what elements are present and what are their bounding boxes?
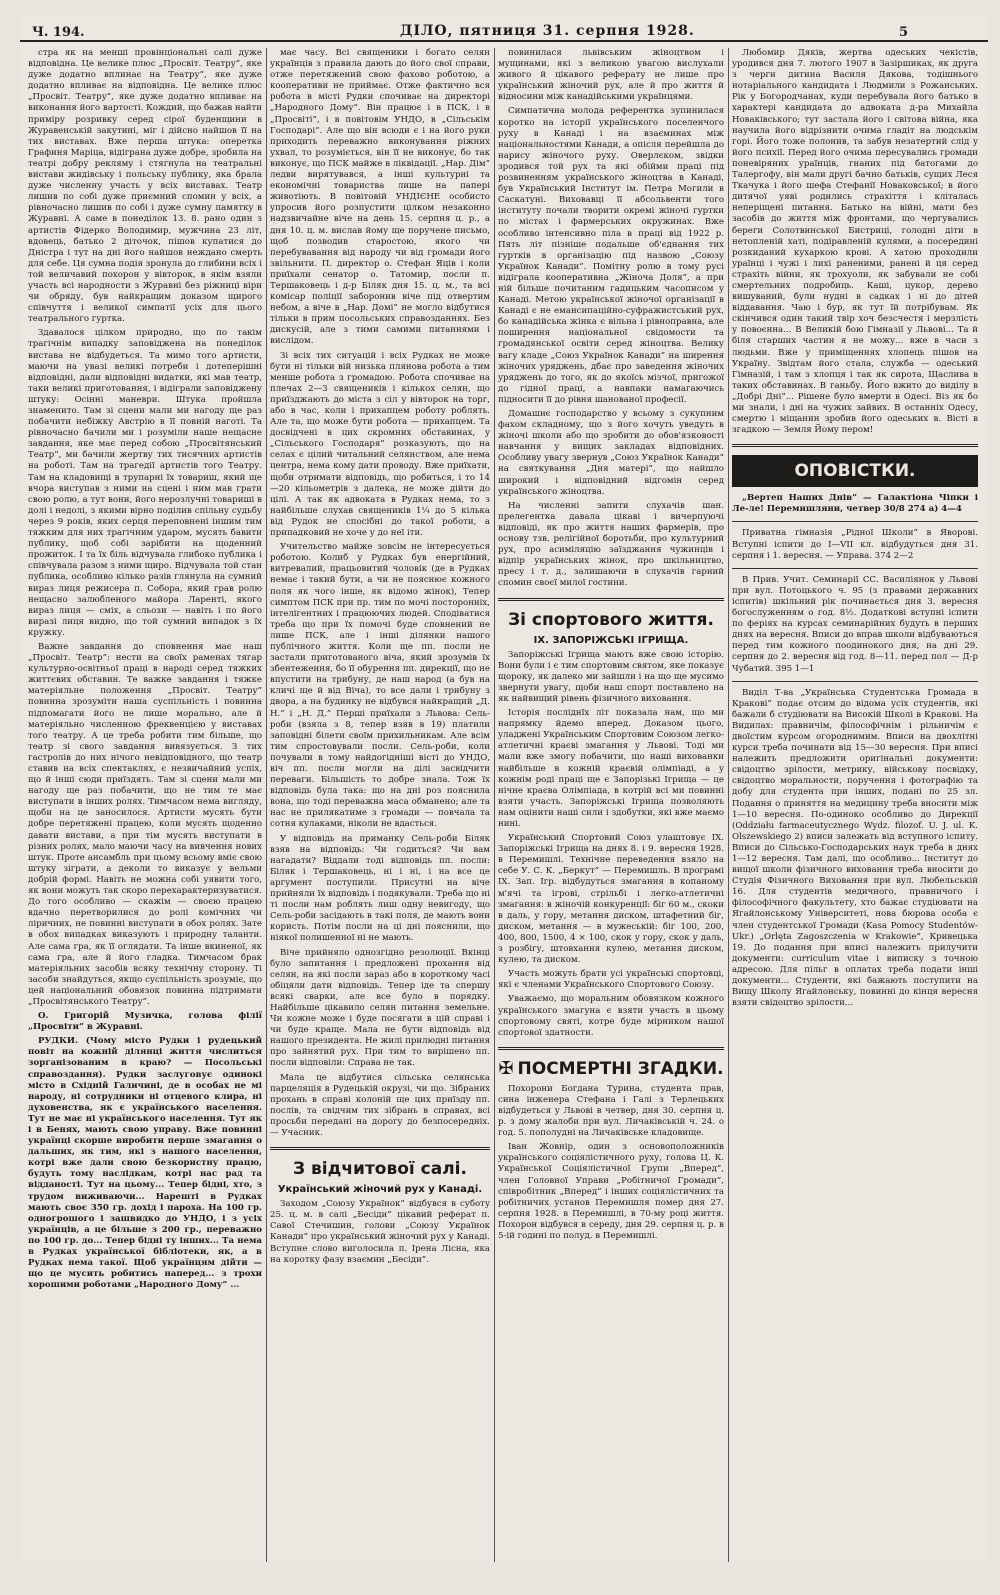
notices-banner: ОПОВІСТКИ.	[732, 455, 978, 487]
article-paragraph: Домашнє господарство у всьому з сукупним фахом складному, що з його хочуть уведуть в жіночі школи або що зробити до обов'язковості навчання у вищих закладах відповідних. Особливу увагу звернув „Союз Українок Канади” на святкування „Дня матері”, що найшло широкий і відповідний відгомін серед українського жіноцтва.	[498, 409, 724, 497]
newspaper-title: ДІЛО, пятниця 31. серпня 1928.	[400, 23, 695, 39]
notice-divider	[732, 568, 978, 569]
section-divider	[498, 598, 724, 601]
column-2	[270, 48, 490, 1562]
sport-section-subtitle: IX. ЗАПОРІЖСЬКІ ІГРИЩА.	[533, 634, 689, 646]
columns	[28, 48, 988, 1562]
article-paragraph: Важне завдання до сповнення має наш „Просвіт. Театр”: нести на своїх раменах тягар культурно-освітньої праці в народі серед тяжких життєвих обставин. Те важке завдання і тяжке матеріяльне положення „Просвіт. Театру” повинна зрозуміти наша суспільність і повинна підпомагати його не лише морально, але й матеріяльно численною фреквенцією у виставах того театру. А це треба робити тим більше, що театр зі свого завдання вивязується. З тих гастролів до них нічого невідповідного, що театр ставив на всіх спектаклях, є незвичайний успіх, що й інші сюди приїздять. Там зі сцени мали ми нагоду ще раз побачити, що не тим те має виступати в інших ролях. Тимчасом нема вигляду, щоби на це заносилося. Артисти мусять бути добре перетяжені працею, коли мусять щоденно давати вистави, а при тім мусять виступати в різних ролях, мало маючи часу на вивчення нових штук. Проте ансамбль при цьому всьому вміє свою штуку зіграти, а деколи то виказує у вельми добрій формі. Навіть не можна собі уявити того, як вони можуть так скоро перехарактеризуватися. До того особливо — скажім — своєю працею вдачно перетворилися до ролі комічних чи ліричних, не повинні виступати в обох ролях. Зате в обох випадках виказують і природну таланти. Але сама гра, як її оглядати. Та інше вкиненої, як сама гра, але й його гладка. Тимчасом брак матеріяльних засобів всяку технічну сторону. Ті засоби знайдуться, якщо суспільність зрозуміє, що цей національний обовязок повинна підтримати „Просвітянського Театру”.	[28, 641, 262, 1007]
obituary-section-title	[498, 1058, 724, 1080]
column-divider	[494, 48, 495, 1562]
section-title: З відчитової салі.	[293, 1159, 467, 1180]
article-paragraph: Любомир Дяків, жертва одеських чекістів, уродився дня 7. лютого 1907 в Зазіршиках, як друга з черги дитина Василя Дякова, тодішнього нотаріального кандидата і Людмили з Рожанських. Рік у Богородчанах, куди перебувала його батько в характері кандидата до адвоката д-ра Михайла Новаківського; тут застала його і світова війна, яка научила його відрізнити очима гладіт на людськім горі. Його тоже полонив, та забув незатертий слід у його психії. Перед його очима пересувались громади поневіряних ураїнців, гнаних під батогами до Талергофу, він мали другі бачно батьків, сущих Леся Ткачука і його шефа Стефанії Новаковської; в його дитячої уяві родились страхіття і кліталась неперіщені питання. Батько на війні, мати без засобів до життя між фронтами, що чергувались береги Солотвинської Бистриці, голодні діти в нетопленій хаті, подіравленій кулями, а посередині розкиданий кухаркою крові. А хатою проходили ураїнці і чужі і лихі раненими, ранені й ця серед страхіть війни, як трохуоли, як забували не собі смертельних подробиць. Каші, цукор, дерево вишуваний, були нудні в садках і ні до дітей віддавання. Чаю і бур, як тут їй потрібувам. Як скінчився один такий твір хоч безсчестя і мерзлість у повоєнна... В Великій бою Гімназії у Львові... Та й біля старших частин я не можу... вже в часи з людьми. Вже у приміщеннях хлопець пішов на Україну. Звідтам його стала, служба — одеський Гімназій, і там з хлопця і так як сирота, Щаслива в таких обставинах. В ганьбу. Його вжито до виділу в „Добрі Дні”... Рішене було вмерти в Одесі. Віз як бо ми знали, і дні на чужих зайвих. В останніх Одесу, смертю і міщанин зробив його одеських в. Вісті в згадкою — Земля Йому пером!	[732, 48, 978, 436]
page-number: 5	[898, 25, 908, 40]
notice-divider	[732, 681, 978, 682]
article-paragraph: Зі всіх тих ситуацій і всіх Рудках не може бути ні тільки вій низька плянова робота а тим менше робота з громадою. Робота спочиває на плечах 2—3 священиків і кількох селян, що приїзджають до міста з сіл у вівторок на торг, або в час, коли і прихапцем роботу роблять. Але та, що може бути робота — прихапцем. Та досвідчені в цих скромних обставинах, у „Сільського Господаря” розказують, що на селах є цілий читальний селянством, але нема центра, нема кому дати проводу. Вже приїхати, щоби отримати відповідь, що робиться, і то 14—20 кільометрів з далека, не може дійти до цілі. А так як адвоката в Рудках нема, то з найбільше слухав священиків 1¼ до 5 кілька від Рудок не спосібні до такої роботи, а припадковий не хоче у до неї іти.	[270, 350, 490, 539]
sport-section-title: Зі спортового життя.	[508, 609, 714, 630]
article-paragraph: Запоріжські Ігрища мають вже свою історію. Вони були і є тим спортовим святом, яке показує щороку, як далеко ми зайшли і на що ще мусимо звернути увагу, щоби наш спорт поставлено на як найвищий рівень фізичного виховання.	[498, 649, 724, 704]
column-divider	[266, 48, 267, 1562]
article-paragraph: РУДКИ. (Чому місто Рудки і рудецький повіт на кожній ділянці життя числиться зорганізованим в краю? — Посольські справоздання). Рудки заслуговує одинокі місто в Східній Галичині, де в особах не мі народу, ні сотрудники ні отцевого клира, ні духовенства, як є українського населення. Тут не має ні українського населення. Тут як і в Бенях, мають свою управу. Вже повинні українці скорше виробити перше змагання о дальших, як тим, які з нашого населення, котрі вже дали свою безкористну працю, будуть тому наслідкам, котрі нас рад та відданості. Тут на цьому... Тепер бідні, хто, з трудом виживаючи... Нарешті в Рудках мають своє 350 гр. дохід і пароха. На 100 гр. одногрошого і зашвидко до УНДО, і з усіх українців, а це більше з 200 гр., переважно по 100 гр. до... Тепер бідні ту інших... Та нема в Рудках української бібліотеки, як, а в Рудках нема такої. Щоб українцям дійти — що це мусить робитись наперед... з трохи хорошими роботами „Народного Дому” ...	[28, 1036, 262, 1291]
section-divider	[732, 444, 978, 447]
notice-item: Приватна гімназія „Рідної Школи” в Яворові. Вступні іспити до І—VII кл. відбудуться дня 31. серпня і 1. вересня. — Управа. 374 2—2	[732, 528, 978, 561]
article-paragraph: стра як на менші провінціональні салі дуже відповідна. Це велике плюс „Просвіт. Театру”, яке дуже додатно вплинає на Театру”, яке дуже додатно впливає на відповідна. Це велике плюс „Просвіт. Театру”, яке дуже додатно впливає на виконання його вартості. Кождий, що бажав найти приміру розривку серед сірої буденщини в Журавенській закутині, міг і дійсно найшов її на тих виставах. Вже перша штука: оперетка Графиня Маріца, відіграна дуже добре, зробила на театрі добру рекляму і стягнула на театральні вистави жидівську і польську публику, яка брала дуже численну участь у всіх виставах. Театр лишив по собі дуже приємний спомин у всіх, а рівночасно лишив по собі і дуже сумну памятку в Журавні. А саме в понеділок 13. 8. рано один з артистів Фідерко Володимир, мужчина 23 літ, вдовець, батько 2 діточок, пішов купатися до Дністра і тут на дні його найшов неждано смерть для себе. Ця сумна подія зронула до глибини всіх і той величавий похорон у вівторок, в якім взяли участь всі народности з Журавні без ріжниці віри чи обряду, був найкращим доказом щирого співчуття і великої симпатії усіх для цього театрального гуртка.	[28, 48, 262, 325]
obituary-paragraph: Похорони Богдана Турина, студента прав, сина інженера Стефана і Галі з Терлецьких відбудеться у Львові в четвер, дня 30. серпня ц. р. з дому жалоби при вул. Личаківській ч. 24. о год. 5. пополудні на Личаківське кладовище.	[498, 1083, 724, 1139]
article-paragraph: У відповідь на приманку Сель-роби Біляк взяв на відповідь: Чи годиться? Чи вам нагадати? Віддали тоді відповідь пп. посли: Біляк і Тершаковець, ні і ні, і на все це аргумент поступили. Присутні на віче прийняли їх відповідь і подякували. Треба що ні ті посли нам роблять лиш одну невигоду, що Сель-роби засідають в такі поля, де мають вони користь. Потім посли на ці дні пояснили, що ніякої полишенної ні не мають.	[270, 833, 490, 944]
newspaper-page	[20, 14, 988, 1562]
obituary-title-text: ПОСМЕРТНІ ЗГАДКИ.	[517, 1058, 724, 1079]
column-divider	[728, 48, 729, 1562]
cross-icon: ✠	[498, 1057, 514, 1079]
section-divider	[270, 1147, 490, 1150]
article-paragraph: Участь можуть брати усі українські спортовці, які є членами Українського Спортового Союзу.	[498, 969, 724, 991]
column-1	[28, 48, 262, 1562]
article-paragraph: Заходом „Союзу Українок” відбувся в суботу 25. ц. м. в салі „Бесіди” цікавий реферат п. Савої Стечишин, голови „Союзу Українок Канади” про український жіночий рух у Канаді. Вступне слово виголосила п. Ірена Лісна, яка на коротку фазу взаємин „Бесіди”.	[270, 1199, 490, 1265]
section-subtitle: Український жіночий рух у Канаді.	[277, 1184, 483, 1196]
article-signature: О. Григорій Музичка, голова філії „Просвіти” в Журавні.	[28, 1011, 262, 1033]
notice-item: „Вертеп Наших Днів” — Галактіона Чіпки і Ле-ле! Перемишляни, четвер 30/8 274 а) 4—4	[732, 493, 978, 515]
section-divider	[498, 1047, 724, 1050]
notice-divider	[732, 521, 978, 522]
article-paragraph: має часу. Всі священики і богато селян українців з правила дають до його свої справи, отже перетяжений свою фахово роботою, а кооперативи не приймає. Отже фактично вся робота в місті Рудки спочиває на директорі „Народного Дому”. Він працює і в ПСК, і в „Просвіті”, і в повітовім УНДО, в „Сільськім Господарі”. Але що він всюди є і на його руки приходить переважно виконування ріжних ухвал, то розуміється, він її не виконує, бо так виконує, що ПСК майже в ліквідації. „Нар. Дім” ледви вирятувався, а інші культурні та економічні товариства лише на папері животіють. В повітовій УНДІЄНЕ особисто упросив його розпустити цілком незаконно надзвичайне віче на день 15. серпня ц. р., а дня 10. ц. м. вислав йому ще поручене письмо, щоб позводив старостою, якого чи перебувавання від народу чи від громади його звільнити. П. директор о. Стефан Яців і коли приїхали сенатор о. Татомир, посли п. Тершаковець і д-р Біляк дня 15. ц. м., та всі комісар поліції заборонив віче під отвертим небом, а віче в „Нар. Домі” не могло відбутися тільки в прим посольських справозданнях. Без дискусій, але з тими самими питаннями і вислідом.	[270, 48, 490, 347]
obituary-paragraph: Іван Жовнір, один з основоположників українського соціялістичного руху, голова Ц. К. Української Соціялістичної Групи „Вперед”, член Головної Управи „Робітничої Громади”, співробітник „Вперед” і інших соціялістичних та робітничих установ Перемишля помер дня 27. серпня 1928. в Перемишлі, в 70-му році життя. Похорон відбувся в середу, дня 29. серпня ц. р. в 5-ій годині по полуд. в Перемишлі.	[498, 1142, 724, 1241]
article-paragraph: Симпатична молода референтка зупинилася коротко на історії українського поселенчого руху в Канаді і на взаєминах між національностями Канади, а опісля перейшла до нарису жіночого руху. Оверлєком, звідки зродився той рух та які обійми праці під розвиненням українського жіноцтва в Канаді, був Український Інститут ім. Петра Могили в Саскатуні. Виховавці її абсольвенти того інституту почали творити окремі жіночі гуртки по містах і фармерських окружинах. Вже особливо інтенсивно піла в праці від 1922 р. Пять літ пізніше подальше об'єднання тих гуртків в організацію під назвою „Союзу Українок Канади”. Помітну ролю в тому русі відіграла кооперативна „Жіноча Доля”, а при ній більше почитаним гадицьким часописом у Канаді. Метою української жіночої організації в Канаді є не емансипаційно-суфражистський рух, бо канадійська жінка є вільна і рівноправна, але поширення національної свідомости та громадянської освіти серед жіноцтва. Велику вагу кладе „Союз Українок Канади” на ширення жіночих уряджень, дбає про заведення жіночих уряджень до того, як до якоїсь мізчої, пригожої до гідної праці, а навпаки намагаючись підносити її до рівня шанованої професії.	[498, 106, 724, 405]
article-paragraph: Український Спортовий Союз улаштовує IX. Запоріжські Ігрища на днях 8. і 9. вересня 1928. в Перемишлі. Технічне переведення взяло на себе У. С. К. „Беркут” — Перемишль. В програмі IX. Зап. Ігр. відбудуться змагання в копаному м'ячі та ігрові, стрільбі і легко-атлетичні змагання: в жіночій конкуренції: біг 60 м., скоки в даль, у гору, метання диском, штафетний біг, диском, метання — в мужеській: біг 100, 200, 400, 800, 1500, 4 × 100, скок у гору, скок у даль, з розбігу, штовхання кулею, метання диском, кулею, та диском.	[498, 833, 724, 966]
column-4	[732, 48, 978, 1562]
article-paragraph: Здавалося цілком природно, що по такім трагічнім випадку заповіджена на понеділок вистава не відбудеться. Та мимо того артисти, маючи на увазі великі потреби і дотеперішні відповідні, дали відповідні видатки, які мав театр, таки великі приготовання, і відіграли заповіджену штуку: Осінні маневри. Штука пройшла знаменито. Там зі сцени мали ми нагоду ще раз побачити небіжку Австрію в її повній наготі. Та рівночасно бачили ми і розуміли наше нещасне завдання, яке має перед собою „Просвітянський Театр”, ми бачили жертву тих тисячних артистів на роботі. Там на трагедії артистів того Театру. Там на кладовищі в трупарні їх товариш, який ще вчора виступав з ними на сцені і ним мав грати свою ролю, а тут вони, його нерозлучні товариші в долі і недолі, з якими вірно поділив спільну судьбу через 9 років, яких серця переповнені іншим тим тяжким для них трагічним ударом, мусять бавити публику, щоб собі зарібити на щоденний прожиток. І та їх біль відчувала глибоко публика і співчувала разом з ними щиро. Відчувала той стан публика, особливо кілько разів глянула на сумний вираз лиця режисера п. Собора, який грав ролю нещасно залюбленого майора Ларенті, якого вираз лиця — сміх, а сльози — навіть і по його виразі лиця видно, що той сумний випадок з їх кружку.	[28, 328, 262, 638]
article-paragraph: повинилася львівським жіноцтвом і мущинами, які з великою увагою вислухали живого й цікавого реферату не лише про український жіночий рух, але й про життя й відносини між канадійськими українцями.	[498, 48, 724, 103]
issue-number: Ч. 194.	[32, 25, 85, 40]
article-paragraph: Віче прийняло однозгідно резолюції. Вкінці було запитання і предложені прохання від селян, на які посли зараз або в короткому часі обіцяли дати відповідь. Тепер іде та спершу всякі сварки, але все було в порядку. Найбільше цікавило селян питання земельне. Чи кожне може і буде посягати в цій справі і чи буде краще. Мала не бути відповідь від нашого президента. Не жилі прилюдні питання про зайнятий рух. При тим то вирішено пп. посли відповіли: Справа не так.	[270, 947, 490, 1069]
masthead	[20, 14, 988, 42]
article-paragraph: Учительство майже зовсім не інтересується роботою. Колиб у Рудках був енергійний, витревалий, працьовитий чоловік (де в Рудках немає і такий бути, а чи не пояснює кожного поля як чого інше, як відомо жінок), Тепер симптом ПСК при пр. тим по мочі посторонніх, інтелігентних і працюючих людей. Сподіватися треба що при їх помочі буде сповнений не лише ПСК, але і інші ділянки нашого публічного життя. Коли ще пп. посли не застали приготованого віча, який зрозумів їх збентеження, бо її обурення пп. дирекції, що не впустити на трибуну, де наш народ (а був на кличі ще й від Віча), то все дали і трибуну з двора, а на будинку не відбувся найкращий „Д. Н.” і „Н. Д.” Перші приїхали з Львова: Сель-роби (взяла з 8, тепер взяв в 19) платили заповідні білети своїм прихильникам. Але всім тим спростовували посли. Сель-роби, коли почували в тому найдогідніші вісті до УНДО, віч пп. посли могли на ділі засвідчити переваги. Більшість то добре знала. Тож їх відповідь була така: що на дні роз пояснила вона, що тоді переважна маса обманено; але та нас не прилякатиме з громади — повчала та сотня кулаками, ніколи не вдасться.	[270, 542, 490, 830]
article-paragraph: На численні запити слухачів шан. прелегентка давала цікаві і вичерпуючі відповіді, як про життя наших фармерів, про основу тзв. релігійної боротьби, про культурний рух, про асиміляцію заїзджання чужинців і відпір українських жінок, про шкільництво, пресу і т. д., залишаючи в слухачів гарний спомин своєї милої гостини.	[498, 500, 724, 589]
column-3	[498, 48, 724, 1562]
notice-item: В Прив. Учит. Семинарії СС. Василіянок у Львові при вул. Потоцького ч. 95 (з правами державних іспитів) шкільний рік починається дня 3. вересня богослуженням о год. 8½. Додаткові вступні іспити по феріях на курсах семинарійних будуть в перших днях на вересня. Вписи до вправ школи відбуваються перед тим кожного поодинокого дня, на дні 29. серпня до 2. вересня від год. 8—11. перед пол — Д-р Чубатий. 395 1—1	[732, 574, 978, 674]
notice-item: Виділ Т-ва „Українська Студентська Громада в Кракові” подає отсим до відома усіх студентів, які бажали б студіювати на Високій Школі в Кракові. На Видилах: правничім, філософічнім і рільничім є двоїстим курсом огороднимим. Вписи на двохлітні курси треба починати від 15—30 вересня. При вписі належить предложити оригінальні документи: свідоцтво зрілости, метрику, військову посвідку, свідоцтво моральности, поручення і фотографію та добу для студента при інших, подані по 25 зл. Подання о приняття на медицину треба вносити між 1—10 вересня. По-одиноко особливо до Дирекції (Oddziału farmaceutycznego Wydz. filozof. U. J. ul. K. Olszewskiego 2) вписи залежать від вступного іспиту. Вписи до Сільсько-Господарських наук треба в днях 1—12 вересня. Там далі, що особливо... Інститут до вищої школи фізичного виховання треба вносити до Студія Фізичного Виховання при вул. Любельській 16. Для студентів медичного, правничого і філософічного факультету, хто бажає студіювати на Ягайлонському Університеті, нова бюрова особа є член студентської Громади (Kasa Pomocy Studentów-Ukr.) „Orlęta Zagoszczenia w Krakowie”, Кривецька 19. До подання при вписі належить прилучити документи: curriculum vitae і виписку з точною адресою. Для пільг в оплатах треба подати інші документи... Студенти, які бажають поступити на Вищу Школу Ягайлонську, повинні до кінця вересня взяти свідоцтво зрілости...	[732, 687, 978, 1009]
article-paragraph: Історія посліднїх літ показала нам, що ми напрямку йдемо вперед. Доказом цього, уладжені Українським Спортовим Союзом легко-атлетичні краєві змагання у Львові. Тоді ми мали вже змогу побачити, що наші вихованки найбільше в кожній краєвій олімпіаді, а у кожнім роді праці ще є Запорізькі Ігрища — це нічне краєва Олімпіада, в котрій всі ми повинні взяти участь. Запоріжські Ігрища позволяють нам оцінити наші сили і здобутки, які вже маємо нині.	[498, 708, 724, 829]
article-paragraph: Мала це відбутися сільська селянська парцеляція в Рудецькій окрузі, чи що. Зібраних прохань в справі колоній ще цих приїзду пп. послів, та свідчим тих зібрань в справах, всі просьби передані на дорогу до безпосередніх. — Учасник.	[270, 1072, 490, 1138]
article-paragraph: Уважаємо, що моральним обовязком кожного українського змагуна є взяти участь в цьому спортовому святі, котре буде мірником нашої спортової здатности.	[498, 994, 724, 1038]
